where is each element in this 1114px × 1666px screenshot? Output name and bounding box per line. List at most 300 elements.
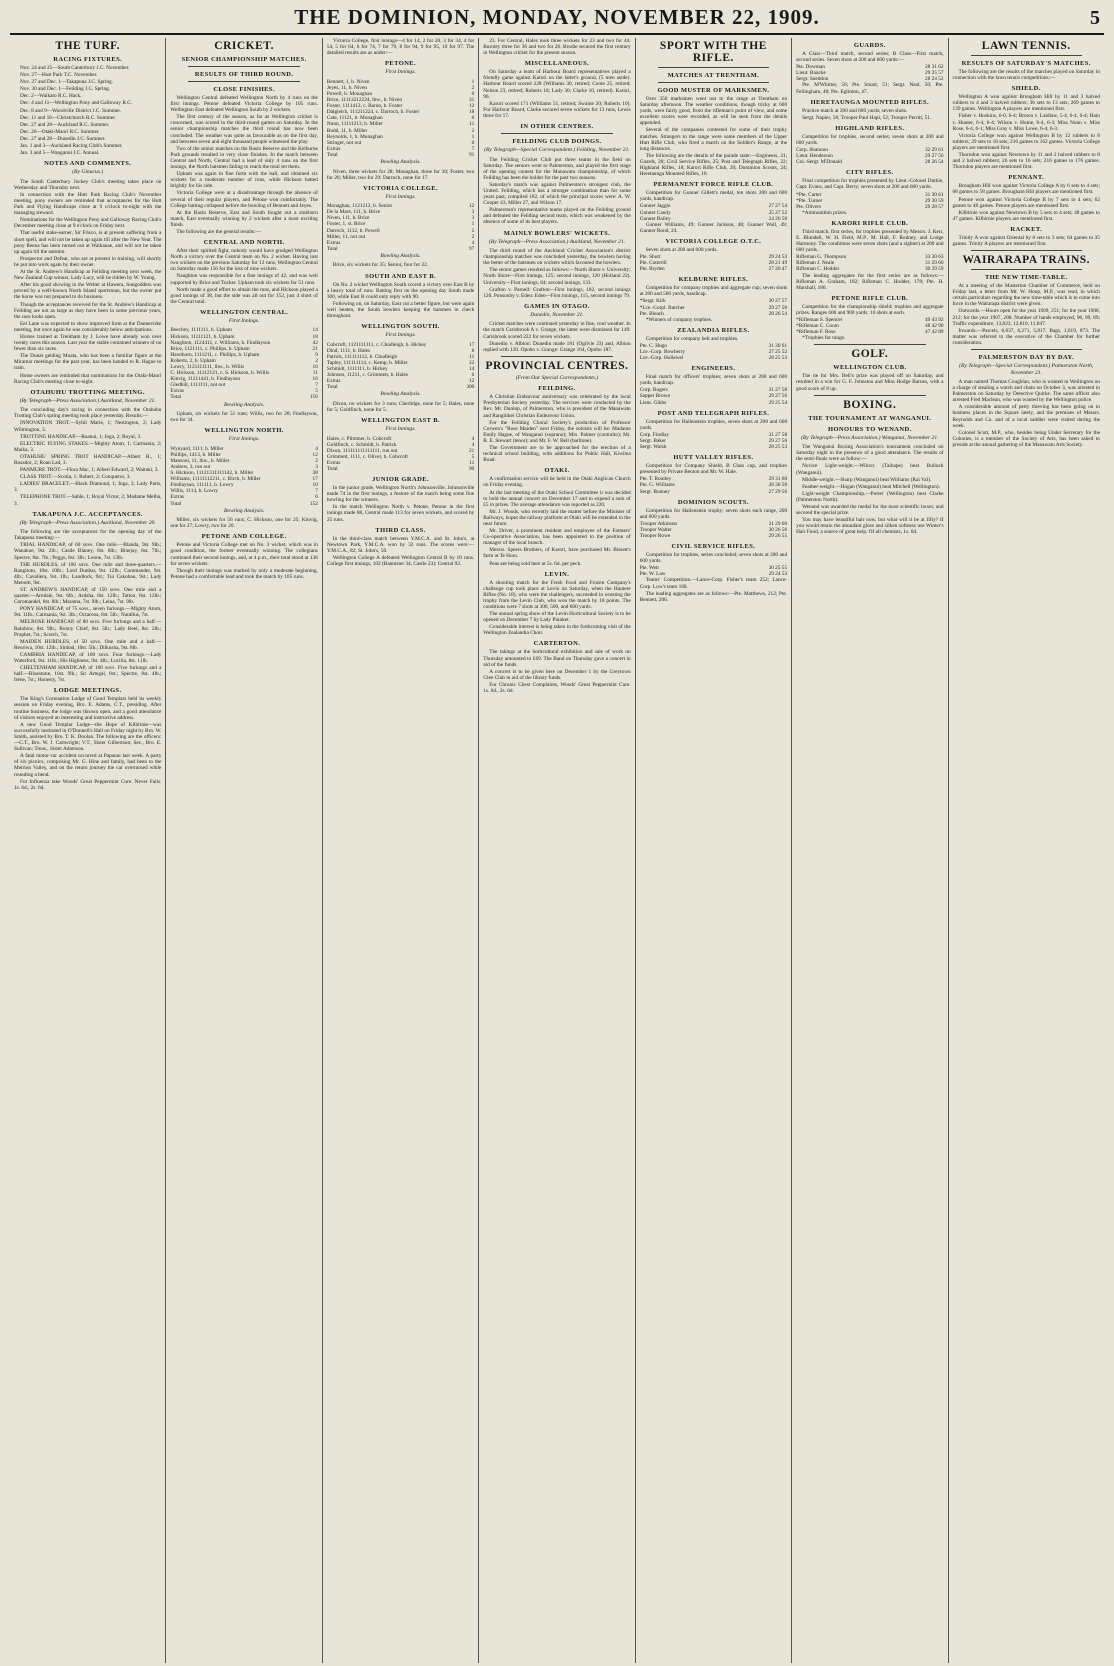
article-paragraph: Karori scored 171 (Williams 51, retired; Swaine 20; Roberts 10). For Harbour Board, Clarke secured seven wickets for 13 runs, Lewis three for 17. <box>483 100 631 119</box>
article-paragraph: Nominations for the Wellington Pony and Galloway Racing Club's December meeting close at 9 o'clock on Friday next. <box>14 217 162 230</box>
article-paragraph: Naughton was responsible for a fine innings of 42, and was well supported by Brice and Tucker. Upham took six wickets for 51 runs. <box>170 273 318 286</box>
article-paragraph: Inwards.—Parcels, 6,637, 6,271, 5,817. Bags, 1,019, 873. The matter was referred to the executive of the Chamber for further consideration. <box>952 327 1100 346</box>
score-row-value: 6 <box>471 115 475 122</box>
divider <box>971 269 1082 270</box>
score-row-value: 4 <box>471 239 475 246</box>
score-row-value: 18 <box>468 109 475 116</box>
subheading: PENNANT. <box>1008 174 1045 182</box>
article-paragraph: Saturday's match was against Palmerston's strongest club, the United. Feilding, which has a stronger combination than for some years past, compiled 182, of which the principal scores were: A. W. Cooper 43, Miller 27, and Wilson 17. <box>483 181 631 207</box>
score-row-name: Pte. T. Routley <box>639 476 672 483</box>
score-row-name: Niven, 111, b. Brice <box>326 215 370 222</box>
subheading: PETONE RIFLE CLUB. <box>831 294 909 302</box>
score-row-value: 48 42 90 <box>924 323 944 330</box>
article-paragraph: Niven, three wickets for 28; Monaghan, three for 30; Foster, two for 26; Miller, two for 29; Darroch, none for 17. <box>326 168 475 181</box>
score-row-value: 28 26 54 <box>924 159 944 166</box>
score-row-value: 0 <box>471 139 475 146</box>
score-row-value: 42 <box>312 339 318 346</box>
score-row-value: 21 <box>468 447 475 454</box>
article-paragraph: OTAHUHU SPRING TROT HANDICAP.—Albert H., 1; Rosador, 2; Roan Lad, 3. <box>14 453 162 466</box>
score-row-name: Johnson, 11211, c. Grimmett, b. Hales <box>326 372 408 379</box>
score-row-value: 29 28 57 <box>924 203 944 210</box>
subheading: PETONE. <box>385 60 417 68</box>
score-row-name: Tapley, 111111114, c. Kemp, b. Miller <box>326 359 408 366</box>
score-row-name: Kinvig, 11211441, b. Findlayson <box>170 376 241 383</box>
score-row-name: Pte. Bryden <box>639 266 665 273</box>
score-row-value: 28 21 49 <box>768 260 788 267</box>
score-row-name: Reynolds, 1, b. Monaghan <box>326 133 383 140</box>
score-row-value: 22 <box>468 359 475 366</box>
score-row-value: 16 <box>312 363 318 370</box>
article-paragraph: Pte. M'Whirter, 56; Pte. Smart, 51; Sergt. Neal, 50; Pte. Fellingham, 48; Pte. Eglinton, 47. <box>796 82 944 95</box>
section-heading: THE TURF. <box>55 40 120 52</box>
score-row-name: Gledhill, 1111111, not out <box>170 382 226 389</box>
divider <box>814 344 925 345</box>
score-row-value: 49 43 92 <box>924 317 944 323</box>
subheading: WELLINGTON CLUB. <box>833 364 907 372</box>
dateline: Bowling Analysis. <box>223 401 265 408</box>
article-paragraph: For Chronic Chest Complaints, Woods' Great Peppermint Cure. 1s. 6d., 2s. 6d. <box>483 681 631 695</box>
score-row-name: Total <box>326 384 338 391</box>
article-paragraph: Jan. 3 and 5—Wanganui J.C. Annual. <box>20 150 100 157</box>
article-paragraph: The concluding day's racing in connection with the Otahuhu Trotting Club's spring meeting took place yesterday. Results:— <box>14 407 162 420</box>
article-paragraph: Dec. 27 and 28—Auckland R.C. Summer. <box>20 121 110 128</box>
score-row-name: Lieut. Gibbs <box>639 399 667 406</box>
subheading: CENTRAL AND NORTH. <box>203 239 285 247</box>
article-paragraph: Nov. 27—Hutt Park T.C. November. <box>20 72 98 79</box>
dateline: First Innings. <box>385 332 416 339</box>
score-row-name: Mansoni, 11, lbw., b. Miller <box>170 457 230 464</box>
article-paragraph: That useful stake-earner, Sir Frisco, is at present suffering from a short spell, and will not be taken up again till after the New Year. The pony Reena has been turned out at Waikanae, and will not be taken up again till the autumn. <box>14 230 162 255</box>
dateline: First Innings. <box>385 193 416 200</box>
score-row-name: Lieut. Baucke <box>796 70 826 77</box>
article-paragraph: The following are the general results:— <box>176 228 261 235</box>
score-row-name: Beechey, 1111111, b. Upham <box>170 327 232 334</box>
article-paragraph: Following on, on Saturday, East cut a better figure, but were again well beaten, the South bowlers keeping the batsmen in check throughout. <box>326 300 475 319</box>
column-turf <box>10 38 166 1663</box>
score-row-value: 8 <box>471 347 475 354</box>
score-row-name: Pte. Weir <box>639 565 660 572</box>
score-row-value: 29 25 54 <box>768 399 788 406</box>
score-row-name: Trooper Atkinson <box>639 520 678 527</box>
score-row-value: 3 <box>471 215 475 222</box>
score-row-name: Darroch, 1112, b. Powell <box>326 227 380 234</box>
score-row-value: 11 <box>469 459 475 466</box>
score-row-name: Stringer, not out <box>326 139 362 146</box>
article-paragraph: At the last meeting of the Otaki School Committee it was decided to hold the annual concert on December 17 and to expend a sum of £5 in prizes. The average attendance was reported as 220. <box>483 489 631 508</box>
article-paragraph: *Winners of company trophies. <box>645 316 713 323</box>
score-row-name: *Rifleman C. Coom <box>796 323 839 330</box>
divider <box>971 349 1082 350</box>
article-paragraph: ST. ANDREW'S HANDICAP, of 150 sovs. One mile and a quarter.—Arndale, 9st. 6lb.; Ardsha, 8st. 12lb.; Tattoo, 8st. 12lb.; Coromandel, 8st. 8lb.; Marama, 7st. 9lb.; Leina, 7st. 9lb. <box>14 586 162 606</box>
article-paragraph: Though the acceptances received for the St. Andrew's Handicap at Feilding are not as large as they have been in some previous years, the race looks open. <box>14 301 162 320</box>
article-paragraph: On Saturday a team of Harbour Board representatives played a friendly game against Karori on the latter's ground, (5 men aside). Harbour Board scored 228 (Williams 30, retired; Coote 25, retired; Nelson 23, retired; Roberts 18; Lady 30; Clarke 10, retired). Karori, 96. <box>483 69 631 100</box>
score-row-name: Dixon, 111111111111111, run out <box>326 447 398 454</box>
article-paragraph: The following are the details of the parade state:—Engineers, 21; Guards, 20; Civil Service Rifles, 25; Post and Telegraph Rifles, 22; Highland Rifles, 18; Karori Rifle Club, 20; Dominion Scouts, 24; Heretaunga Mounted Rifles, 16. <box>639 152 788 178</box>
score-row-value: 28 31 62 <box>924 64 944 71</box>
article-paragraph: In the junior grade, Wellington North's Johnsonville, Johnsonville made 74 in the first innings, a feature of the match being some fine bowling for the winners. <box>326 485 475 504</box>
score-row-name: Corp. Findlay <box>639 431 670 438</box>
score-row-name: Miller, 11, not out <box>326 233 366 240</box>
score-row-value: 30 25 55 <box>768 565 788 572</box>
score-row <box>640 400 787 406</box>
score-row-name: Lieut. Henderson <box>796 153 833 160</box>
article-paragraph: Fisher v. Hoskins, 6-0, 6-4; Brown v. Laidlaw, 5-4, 6-4, 6-4; Hain v. Hunter, 6-4, 6-4; Wilson v. Hume, 6-4, 6-3; Miss Nunn v. Miss Rose, 6-4, 6-1; Miss Gray v. Miss Lowe, 6-4, 6-3. <box>952 113 1100 132</box>
article-paragraph: In the third-class match between Y.M.C.A. and St. John's, at Newtown Park, Y.M.C.A. won by 32 runs. The scores were:—Y.M.C.A., 82; St. John's, 50. <box>326 535 475 554</box>
score-row-name: Powell, b. Monaghan <box>326 90 373 97</box>
subheading: PALMERSTON DAY BY DAY. <box>978 354 1074 361</box>
score-row-value: 2 <box>471 84 475 91</box>
score-row-value: 5 <box>315 388 318 395</box>
divider <box>658 67 769 68</box>
score-row-name: Total <box>326 245 338 252</box>
score-row-name: Wynyard, 1111, b. Miller <box>170 445 224 452</box>
score-row-name: Dind, 1111, b. Hales <box>326 347 371 354</box>
score-row <box>327 152 474 158</box>
subheading: GOOD MUSTER OF MARKSMEN. <box>657 87 770 94</box>
article-paragraph: Victoria College, first innings—4 for 14, 2 for 20, 3 for 34, 4 for 54, 5 for 64, 6 for 74, 7 for 79, 8 for 94, 9 for 95, 10 for 97. The detailed results are as under:— <box>326 38 475 57</box>
dateline: First Innings. <box>228 436 260 443</box>
article-paragraph: Considerable interest is being taken in the forthcoming visit of the Wellington Zealandia Choir. <box>483 624 631 637</box>
score-row-value: 6 <box>471 372 475 379</box>
subheading: THE TOURNAMENT AT WANGANUI. <box>808 414 932 422</box>
subheading: NOTES AND COMMENTS. <box>44 160 132 168</box>
score-row-value: 31 30 61 <box>924 191 944 198</box>
subheading: MATCHES AT TRENTHAM. <box>667 72 760 79</box>
article-paragraph: Middle-weight.—Sharp (Wanganui) beat Williams (Rai Val). <box>802 476 932 483</box>
article-paragraph: CAMBRIA HANDICAP, of 100 sovs. Four furlongs.—Lady Waterford, 9st. 11lb.; His Highness, 9st. 4lb.; Lucilla, 8st. 11lb. <box>14 651 162 664</box>
article-paragraph: The Dunat gelding Moata, who has been a familiar figure at the Miramar meetings for the past year, has been handed to R. Hague to train. <box>14 353 162 372</box>
dateline: Bowling Analysis. <box>223 507 265 514</box>
article-paragraph: Victoria College won against Wellington B by 12 rubbers to 8 rubbers; 29 sets to 18 sets; 216 games to 162 games. Victoria College players are mentioned first. <box>952 132 1100 151</box>
article-paragraph: A considerable amount of petty thieving has been going on in business places in the Square lately, and the premises of Messrs. Reynolds and Co. and of a local saddler were visited during the week. <box>952 404 1100 429</box>
subheading: ENGINEERS. <box>691 365 736 373</box>
score-row-name: Lowry, 1121111111, lbw., b. Willis <box>170 363 245 370</box>
page-number: 5 <box>1090 7 1100 29</box>
score-row-value: 9 <box>315 351 318 358</box>
score-row-name: Jeyes, 11, b. Niven <box>326 84 367 91</box>
subheading: OTAKI. <box>544 467 570 475</box>
score-row-value: 29 26 55 <box>768 532 788 539</box>
dateline: First Innings. <box>228 317 260 324</box>
subheading: WELLINGTON EAST B. <box>361 417 441 425</box>
score-row-name: Sergt. Sneddon <box>796 76 829 83</box>
score-row-value: 33 30 63 <box>924 254 944 261</box>
score-row-name: Bennett, 1, b. Niven <box>326 78 370 85</box>
score-row-name: Brice, 11113212224, lbw., b. Niven <box>326 97 402 104</box>
columns <box>10 38 1104 1663</box>
article-paragraph: Trinity A won against Oriental by 6 sets to 3 sets; 64 games to 35 games. Trinity A players are mentioned first. <box>952 234 1100 247</box>
score-row-name: Williams, 11111112211, c. Birch, b. Miller <box>170 476 261 483</box>
score-row-name: Hickson, 11111121, b. Upham <box>170 333 235 340</box>
score-row-name: De la Mare, 111, b. Brice <box>326 209 381 216</box>
score-row-name: Extras <box>326 378 341 385</box>
score-row-name: Goldfinch, c. Schmidt, b. Patrick <box>326 441 397 448</box>
article-paragraph: INNOVATION TROT.—Sybil Marie, 1; Nestington, 2; Lady Wilmington, 3. <box>14 420 162 433</box>
score-row-name: Extras <box>326 145 341 152</box>
divider <box>814 395 925 396</box>
article-paragraph: Competition for company belt and trophies. <box>645 335 739 342</box>
score-row-value: 21 <box>312 345 318 352</box>
subheading: KARORI RIFLE CLUB. <box>831 219 909 227</box>
score-row-name: Phillips, 1413, b. Miller <box>170 451 222 458</box>
article-paragraph: Gunner Williams, 49; Gunner Jackson, 48; Gunner Wall, 49; Gunner Bond, 24. <box>639 221 788 234</box>
article-paragraph: Light-weight Championship.—Porter (Wellington) beat Clarke (Palmerston North). <box>796 490 944 503</box>
article-paragraph: Eel Lane was expected to show improved form at the Dannevirke meeting, but once again he was considerably below anticipations. <box>14 320 162 333</box>
article-paragraph: Dec. 26—Otaki-Maori R.C. Summer. <box>20 128 100 135</box>
article-paragraph: MAIDEN HURDLES, of 50 sovs. One mile and a half.—Reoriwa, 10st. 12lb.; Sinbad, 10st. 5lb.; Dilkusha, 9st. 8lb. <box>14 638 162 651</box>
article-paragraph: Competition for Company Shield, B Class cup, and trophies presented by Private Benton and Mr. W. Hale. <box>639 463 788 476</box>
score-row <box>327 466 474 472</box>
article-paragraph: The leading aggregates are as follows:—Pte. Matthews, 212; Pte. Bennett, 206. <box>639 590 788 603</box>
article-paragraph: The senior games resulted as follows:—North Shore v. University; North Shore—First innings, 125; second innings, 120 (Holland 22). University—First innings, 84; second innings, 133. <box>483 267 631 286</box>
score-row-name: Extras <box>326 239 341 246</box>
column-misc <box>479 38 635 1663</box>
score-row-value: 27 29 56 <box>768 488 788 495</box>
article-paragraph: Final competition for trophies presented by Lieut.-Colonel Duthie, Capt. Evans, and Capt. Berry; seven shots at 200 and 600 yards. <box>796 178 944 191</box>
score-row-value: 29 27 56 <box>924 153 944 160</box>
subheading: HERETAUNGA MOUNTED RIFLES. <box>810 98 930 106</box>
article-paragraph: The Government are to be approached for the erection of a technical school building, with additions for Public Hall, Kiwitea Road. <box>483 445 631 464</box>
score-row-value: 3 <box>471 209 475 216</box>
score-row-value: 27 20 47 <box>768 266 788 273</box>
article-paragraph: Competition for trophies, series concluded; seven shots at 200 and 600 yards. <box>639 552 788 565</box>
article-paragraph: Messrs. Speers Brothers, of Karori, have purchased Mr. Bissett's farm at Te Horo. <box>483 547 631 560</box>
score-row-name: Foster, 1, st. Brice <box>326 221 366 228</box>
section-heading: PROVINCIAL CENTRES. <box>485 359 629 372</box>
score-row-value: 28 25 53 <box>768 355 788 362</box>
article-paragraph: In the match Wellington North v. Petone, Petone in the first innings made 88, Central made 113 for seven wickets, and scored by 25 runs. <box>326 504 475 523</box>
score-row-value: 3 <box>315 464 318 470</box>
score-row-name: *Rifleman F. Rose <box>796 329 836 336</box>
article-paragraph: Competition for Hallenstein trophies, seven shots at 200 and 600 yards. <box>639 418 788 431</box>
score-row-name: Findlayson, 111111, b. Lowry <box>170 482 234 489</box>
article-paragraph: Sergt. Napier, 58; Trooper Paul Hapi, 52; Trooper Perritt, 51. <box>802 114 932 121</box>
score-row-name: Pte. Dowman <box>796 64 825 71</box>
article-paragraph: Third match, first series, for trophies presented by Messrs. J. Kerr, E. Blundell, W. H. Field, M.P., M. Hall, F. Rodney, and Lodge Harmony. The conditions were seven shots (and a sighter) at 200 and 600 yards. <box>796 228 944 254</box>
score-row-value: 27 25 52 <box>768 349 788 355</box>
score-row-value: 31 29 60 <box>924 260 944 267</box>
article-paragraph: Dunedin v. Albion: Dunedin made 181 (Ogilvie 23) and, Albion replied with 120. Opoho v. Grange: Grange 164, Opoho 187. <box>483 340 631 353</box>
article-paragraph: A concert is to be given here on December 1 by the Greytown Glee Club in aid of the library funds. <box>483 668 631 681</box>
score-row-name: Monaghan, 1121212, b. Senior <box>326 203 393 210</box>
score-row-value: 2 <box>471 127 475 134</box>
subheading: RACKET. <box>1010 225 1043 233</box>
subheading: SHIELD. <box>1011 85 1041 93</box>
score-row-value: 300 <box>466 384 475 391</box>
article-paragraph: You may have beautiful hair now, but what will it be at fifty? If you would retain the abundant gloss and silken softness use Winter's Hair Food, a source of great help. Of all chemists, 1s. 6d. <box>796 517 944 536</box>
article-paragraph: TROTTING HANDICAP.—Ruanui, 1; Inga, 2; Royal, 3. <box>20 433 142 440</box>
score-row <box>640 355 787 361</box>
article-paragraph: Wenand was awarded the medal for the most scientific boxer, and secured the special prize. <box>796 504 944 517</box>
score-row-name: C. Hickson, 11112121, c. S. Hickson, b. Willis <box>170 370 269 377</box>
subheading: RESULTS OF SATURDAY'S MATCHES. <box>961 60 1091 67</box>
article-paragraph: Nov. 24 and 25—South Canterbury J.C. November. <box>20 65 130 71</box>
score-row-name: Sapper Brown <box>639 393 671 400</box>
score-row-value: 47 42 89 <box>924 329 944 336</box>
article-paragraph: Dixon, no wickets for 3 runs; Cherlidge, none for 5; Hales, none for 5; Goldfinch, none for 5. <box>326 400 475 413</box>
article-paragraph: PONY HANDICAP, of 75 sovs., seven furlongs.—Mighty Atom, 9st. 11lb.; Carmania, 9st. 3lb.; Octarooa, 8st. 5lb.; Nautilus, 7st. <box>14 606 162 619</box>
score-row-name: Rifleman G. Thompson <box>796 254 847 261</box>
subheading: CLOSE FINISHES. <box>213 86 275 93</box>
article-paragraph: Though their innings was marked by only a moderate beginning, Petone had a comfortable lead and took the match by 105 runs. <box>170 567 318 580</box>
dateline: First Innings. <box>385 69 416 76</box>
score-row-value: 7 <box>471 145 475 152</box>
score-row-value: 17 <box>312 476 318 483</box>
article-paragraph: Competition for Hallenstein trophy; seven shots each range, 200 and 600 yards. <box>639 507 788 520</box>
score-row-value: 30 29 59 <box>924 266 944 273</box>
subheading: FEILDING CLUB DOINGS. <box>512 138 602 146</box>
subheading: PETONE AND COLLEGE. <box>201 533 287 541</box>
score-row-value: 91 <box>468 151 475 158</box>
score-row-value: 2 <box>315 357 318 364</box>
article-paragraph: Upham, six wickets for 51 runs; Willis, two for 28; Findlayson, two for 34. <box>170 411 318 424</box>
score-row-value: 12 <box>468 103 475 110</box>
article-paragraph: At a meeting of the Masterton Chamber of Commerce, held on Friday last, a letter from Mr. W. Hoop, M.P., was read, in which certain particulars regarding the new time-table which is to come into force in the Wairarapa district were given. <box>952 283 1100 308</box>
score-row-name: *Pte. Carter <box>796 191 822 198</box>
article-paragraph: Dec. 8 and 9—Woodville District J.C. Summer. <box>20 107 122 114</box>
article-paragraph: Two of the senior matches on the Basin Reserve and the Kelburne Park grounds resulted in very close finishes. In the match between Central and North, Central had a lead of only 4 runs on the first innings, the North batsmen failing to reach the total set them. <box>170 145 318 171</box>
score-row-value: 1 <box>471 133 475 140</box>
article-paragraph: Brougham Hill won against Victoria College A by 6 sets to 4 sets; 68 games to 58 games. Brougham Hill players are mentioned first. <box>952 183 1100 196</box>
column-rifle <box>636 38 792 1663</box>
article-paragraph: Competition for the championship shield; trophies and aggregate prizes. Ranges 600 and 900 yards; 10 shots at each. <box>796 303 944 316</box>
subheading: HONOURS TO WENAND. <box>828 425 912 433</box>
score-row-value: 2 <box>471 233 475 240</box>
score-row-value: 1 <box>471 221 475 228</box>
score-row-value: 6 <box>315 494 318 501</box>
article-paragraph: Colonel Scott, M.P., who, besides being Under Secretary for the Colonies, is a member of the Society of Arts, has been asked to preside at the annual gathering of the Manawatu Arts Society. <box>952 429 1100 448</box>
score-row-name: Gunner Jaggie <box>639 203 671 210</box>
article-paragraph: Brice, six wickets for 35; Senior, four for 22. <box>332 262 429 269</box>
subheading: CARTERTON. <box>533 640 581 648</box>
score-row-name: Roberts, 2, b. Upham <box>170 357 216 364</box>
score-row-value: 12 <box>312 451 318 458</box>
score-row-value: 38 <box>312 470 318 477</box>
score-row-name: Sergt. Bunney <box>639 488 670 495</box>
score-row-name: Hawthorn, 1111211, c. Phillips, b. Upham <box>170 351 260 358</box>
subheading: LEVIN. <box>544 570 570 578</box>
column-tennis <box>949 38 1104 1663</box>
subheading: MISCELLANEOUS. <box>524 60 590 68</box>
article-paragraph: Thorndon won against Newtown by 11 and 2 halved rubbers to 8 and 2 halved rubbers; 26 sets to 16 sets; 216 games to 176 games. Thorndon players are mentioned first. <box>952 152 1100 171</box>
score-row-name: Pte. Cotterill <box>639 260 667 267</box>
article-paragraph: The first century of the season, as far as Wellington cricket is concerned, was scored in the third-round games on Saturday. In the senior championship matches the third round has now been concluded. The weather was quite as favourable as on the first day, and between seven and eight thousand people witnessed the play. <box>170 114 318 145</box>
score-row-value: 27 27 54 <box>768 203 788 210</box>
score-row-value: 24 26 50 <box>768 215 788 222</box>
score-row-value: 14 <box>312 327 318 334</box>
masthead-title: THE DOMINION, MONDAY, NOVEMBER 22, 1909. <box>294 5 820 29</box>
column-cricket-cont <box>323 38 479 1663</box>
divider <box>971 55 1082 56</box>
score-row-name: Pte. C. Hugo <box>639 342 668 349</box>
score-row-name: *Pte. Turner <box>796 197 823 204</box>
article-paragraph: The Wanganui Boxing Association's tournament concluded on Saturday night in the presence of a good attendance. The results of the semi-finals were as follow:— <box>796 444 944 463</box>
divider <box>501 356 612 357</box>
score-row-value: 30 26 56 <box>768 526 788 533</box>
score-row-name: Willis, 1114, b. Lowry <box>170 488 219 495</box>
article-paragraph: Cricket matches were continued yesterday in fine, cool weather. In the match Carisbrook A v. Grange, the latter were dismissed for 149. Carisbrook scored 222 for seven wickets. <box>483 321 631 340</box>
subheading: DOMINION SCOUTS. <box>677 498 749 506</box>
article-paragraph: Jan. 1 and 3—Auckland Racing Club's Summer. <box>20 143 123 150</box>
subheading: GUARDS. <box>853 42 886 49</box>
subheading: VICTORIA COLLEGE O.T.C. <box>665 237 762 245</box>
score-row-value: 25 27 52 <box>768 209 788 216</box>
section-heading: WAIRARAPA TRAINS. <box>962 254 1091 267</box>
subheading: VICTORIA COLLEGE. <box>363 184 439 192</box>
article-paragraph: For Influenza take Woods' Great Peppermint Cure. Never Fails. 1s. 6d., 2s. 6d. <box>14 778 162 791</box>
score-row-value: 156 <box>309 394 318 401</box>
article-paragraph: Dec. 2—Waikato R.C. Hack. <box>20 93 82 100</box>
score-row-value: 18 <box>312 333 318 340</box>
score-row <box>170 394 317 400</box>
score-row-name: Total <box>170 394 182 401</box>
subheading: CITY RIFLES. <box>846 169 894 177</box>
article-paragraph: Dec. 11 and 16—Christchurch R.C. Summer. <box>20 114 116 121</box>
section-heading: GOLF. <box>851 348 889 361</box>
article-paragraph: Grafton v. Parnell: Grafton—First innings, 182, second innings 120. Ponsonby v. Eden: Eden—First innings, 115, second innings 79. <box>483 286 631 299</box>
article-paragraph: The King's Coronation Lodge of Good Templars held its weekly session on Friday evening, Bro. E. Adams, C.T., presiding. After routine business, the lodge was thrown open, and a good attendance of visitors enjoyed an interesting and instructive address. <box>14 696 162 721</box>
subheading: CIVIL SERVICE RIFLES. <box>671 543 756 551</box>
score-row <box>327 384 474 390</box>
score-row-name: Patrick, 111111112, b. Chudleigh <box>326 353 397 360</box>
article-paragraph: The following are the results of the matches played on Saturday in connection with the lawn tennis competitions:— <box>952 69 1100 82</box>
article-paragraph: Dec. 27 and 28—Dunedin J.C. Summer. <box>20 135 106 142</box>
score-row-name: Extras <box>170 494 184 501</box>
score-row-name: Pte. W. Law <box>639 571 666 578</box>
score-row-value: 10 <box>312 482 318 489</box>
article-paragraph: Petone won against Victoria College B by 7 sets to 4 sets; 62 games to 48 games. Petone players are mentioned first. <box>952 196 1100 209</box>
subheading: HIGHLAND RIFLES. <box>835 124 905 132</box>
article-paragraph: Wellington College A defeated Wellington Central B by 10 runs. College first innings, 102 (Bannister 34, Castle 23); Central 92. <box>326 554 475 568</box>
score-row <box>640 444 787 450</box>
column-cricket <box>166 38 322 1663</box>
divider <box>501 133 612 134</box>
score-row-name: Trooper Rowe <box>639 532 671 539</box>
subheading: JUNIOR GRADE. <box>372 476 429 484</box>
score-row-value: 152 <box>309 500 318 507</box>
score-row-value: 0 <box>471 90 475 97</box>
score-row-value: 1 <box>471 78 475 85</box>
subheading: THE NEW TIME-TABLE. <box>984 274 1068 282</box>
dateline: (By Telegraph—Press Association.) Auckland, November 21. <box>488 238 626 245</box>
divider <box>658 82 769 83</box>
score-row-name: Cobcroft, 1121111111, c. Chudleigh, b. Hickey <box>326 341 427 348</box>
dateline: Bowling Analysis. <box>380 159 421 165</box>
score-row-value: 31 30 61 <box>768 342 788 349</box>
article-paragraph: After their spirited fight, nobody would have grudged Wellington North a victory over the Central team on No. 2 wicket. Having lost two wickets on the previous Saturday for 12 runs, Wellington Central on Saturday made 156 for the loss of nine wickets. <box>170 248 318 273</box>
score-row <box>170 501 317 507</box>
article-paragraph: Prospector and Defeat, who are at present in training, will shortly be put into work again by their owner. <box>14 255 162 268</box>
dateline: First Innings. <box>385 426 416 433</box>
score-row-name: Lce.-Corp. Bowberry <box>639 349 686 355</box>
score-row-value: 7 <box>315 488 318 495</box>
dateline: (By Telegraph—Press Association.) Auckland, November 21. <box>19 397 156 404</box>
subheading: IN OTHER CENTRES. <box>520 123 594 131</box>
score-row-value: 90 <box>468 466 475 472</box>
score-row <box>796 159 943 165</box>
subheading: LODGE MEETINGS. <box>53 687 122 695</box>
score-row-name: Grimmett, 1111, c. Oliver, b. Cobcroft <box>326 453 408 460</box>
subheading: SENIOR CHAMPIONSHIP MATCHES. <box>181 56 307 63</box>
article-paragraph: *Ammunition prizes. <box>802 209 848 216</box>
article-paragraph: Competition for company trophies and aggregate cup; seven shots at 200 and 500 yards, handicap. <box>639 285 788 298</box>
article-paragraph: The leading aggregates for the first series are as follows:—Rifleman A. Graham, 182; Rifleman C. Hodder, 178; Pte. H. Marshall, 180. <box>796 272 944 291</box>
score-row-name: Pte. Bleach <box>639 310 664 317</box>
article-paragraph: The South Canterbury Jockey Club's meeting takes place on Wednesday and Thursday next. <box>14 178 162 191</box>
article-paragraph: LADIES' BRACELET.—Black Diamond, 1; Inga, 2; Lady Paris, 3. <box>14 481 162 494</box>
dateline: (By Glaucus.) <box>72 169 104 176</box>
subheading: PERMANENT FORCE RIFLE CLUB. <box>653 181 774 189</box>
